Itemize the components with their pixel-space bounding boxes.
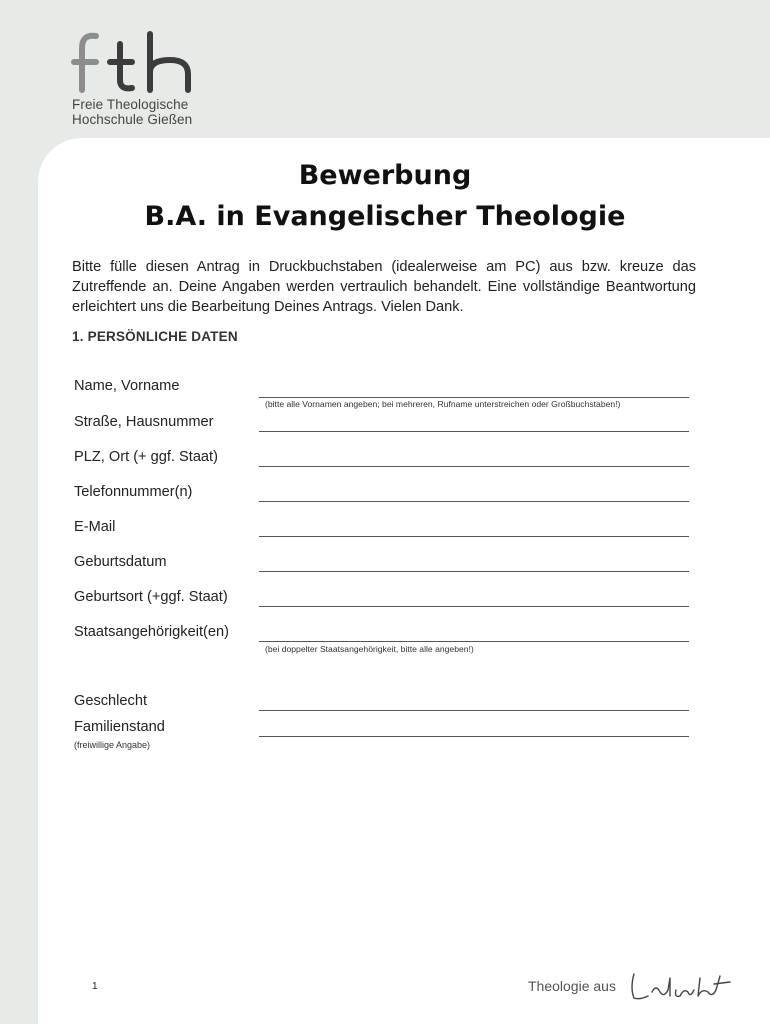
input-line-email[interactable] — [259, 536, 689, 537]
input-line-city[interactable] — [259, 466, 689, 467]
hint-citizenship: (bei doppelter Staatsangehörigkeit, bitte alle angeben!) — [265, 644, 474, 654]
page-number: 1 — [92, 981, 98, 992]
footer-slogan-prefix: Theologie aus — [528, 978, 616, 994]
label-citizenship: Staatsangehörigkeit(en) — [74, 624, 229, 640]
fth-logo — [70, 28, 210, 96]
input-line-citizenship[interactable] — [259, 641, 689, 642]
label-gender: Geschlecht — [74, 693, 148, 709]
input-line-birthplace[interactable] — [259, 606, 689, 607]
label-marital-status: Familienstand — [74, 719, 165, 735]
input-line-marital-status[interactable] — [259, 736, 689, 737]
intro-paragraph: Bitte fülle diesen Antrag in Druckbuchstaben (idealerweise am PC) aus bzw. kreuze das Zutreffende an. Deine Angaben werden vertraulich behandelt. Eine vollständige Beantwortung erleichtert uns die Bearbeitung Deines Antrags. Vielen Dank. — [72, 259, 696, 315]
label-street: Straße, Hausnummer — [74, 414, 214, 430]
hint-name: (bitte alle Vornamen angeben; bei mehreren, Rufname unterstreichen oder Großbuchstaben!) — [265, 399, 621, 409]
label-name: Name, Vorname — [74, 378, 180, 394]
footer-slogan-script — [628, 970, 738, 1009]
input-line-street[interactable] — [259, 431, 689, 432]
label-city: PLZ, Ort (+ ggf. Staat) — [74, 449, 218, 465]
label-email: E-Mail — [74, 519, 116, 535]
document-title: Bewerbung — [298, 160, 472, 191]
label-birthplace: Geburtsort (+ggf. Staat) — [74, 589, 228, 605]
logo-text-line2: Hochschule Gießen — [72, 112, 193, 127]
input-line-gender[interactable] — [259, 710, 689, 711]
input-line-name[interactable] — [259, 397, 689, 398]
input-line-phone[interactable] — [259, 501, 689, 502]
sub-marital-status: (freiwillige Angabe) — [74, 740, 151, 750]
input-line-birthdate[interactable] — [259, 571, 689, 572]
label-phone: Telefonnummer(n) — [74, 484, 193, 500]
section-title-personal-data: 1. PERSÖNLICHE DATEN — [72, 329, 238, 344]
label-birthdate: Geburtsdatum — [74, 554, 167, 570]
document-subtitle: B.A. in Evangelischer Theologie — [144, 201, 626, 232]
logo-text-line1: Freie Theologische — [72, 97, 189, 112]
